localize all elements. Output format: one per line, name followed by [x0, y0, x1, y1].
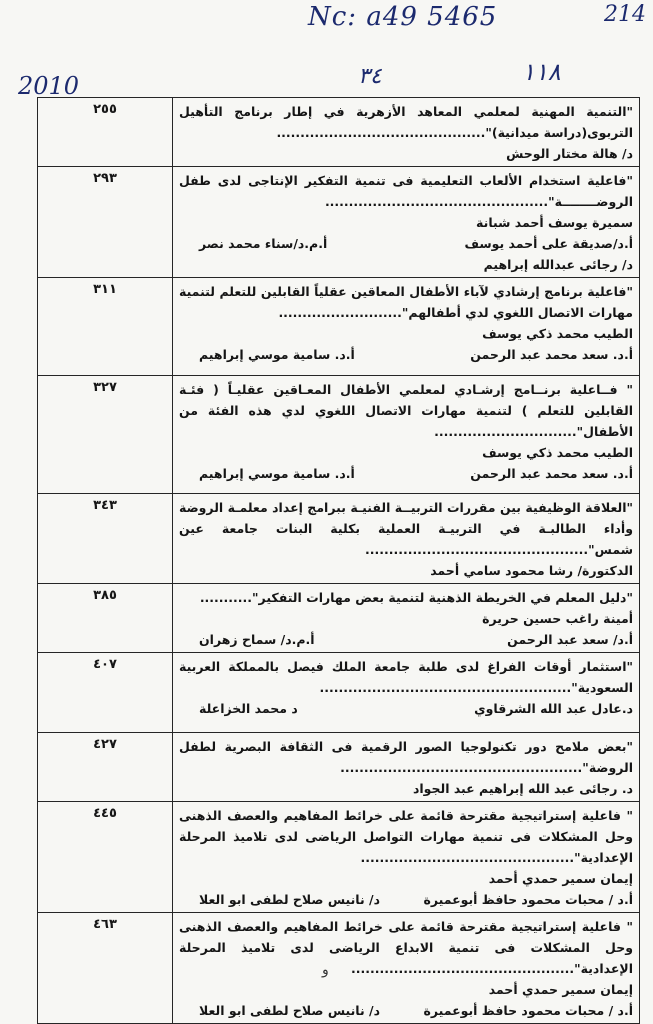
author-name: د/ هالة مختار الوحش — [506, 146, 633, 161]
author-name: أ.د/صديقة على أحمد يوسف — [464, 236, 633, 251]
entry-title: "فاعلية استخدام الألعاب التعليمية فى تنمية التفكير الإنتاجى لدى طفل الروضــــــــة"............................................... — [179, 173, 633, 209]
author-name: أ.د. سامية موسي إبراهيم — [199, 466, 355, 481]
author-name: إيمان سمير حمدي أحمد — [488, 982, 633, 997]
contents-row — [38, 167, 640, 278]
contents-row — [38, 584, 640, 653]
author-line — [179, 233, 633, 254]
contents-row — [38, 802, 640, 913]
entry-cell — [173, 802, 640, 913]
author-line — [179, 254, 633, 275]
page-number: ٤٦٣ — [38, 913, 173, 1024]
contents-row — [38, 913, 640, 1024]
page-number: ٤٠٧ — [38, 653, 173, 733]
author-line — [179, 629, 633, 650]
author-line — [179, 560, 633, 581]
author-name: د/ رجائى عبدالله إبراهيم — [483, 257, 633, 272]
author-line — [179, 608, 633, 629]
page-number: ٤٢٧ — [38, 733, 173, 802]
author-name: د محمد الخزاعلة — [199, 701, 298, 716]
author-name: سميرة يوسف أحمد شبانة — [476, 215, 633, 230]
author-name: الطيب محمد ذكي يوسف — [482, 326, 633, 341]
page-number: ٢٩٣ — [38, 167, 173, 278]
author-line — [179, 212, 633, 233]
entry-cell — [173, 376, 640, 494]
author-name: أ.م.د/سناء محمد نصر — [199, 236, 328, 251]
contents-table — [37, 97, 640, 1024]
entry-title: " فاعلية إستراتيجية مقترحة قائمة على خرائط المفاهيم والعصف الذهنى وحل المشكلات فى تنمية مهارات التواصل الرياضى لدى تلاميذ المرحلة الإعدادية"............................................. — [179, 808, 633, 865]
entry-title: "استثمار أوقات الفراغ لدى طلبة جامعة الملك فيصل بالمملكة العربية السعودية"..................................................... — [179, 659, 633, 695]
author-line — [179, 143, 633, 164]
handwritten-year: 2010 — [18, 72, 80, 100]
author-name: د/ نانيس صلاح لطفى ابو العلا — [199, 1003, 381, 1018]
author-name: أ.د / محبات محمود حافظ أبوعميرة — [423, 1003, 633, 1018]
author-name: أ.د / محبات محمود حافظ أبوعميرة — [423, 892, 633, 907]
author-name: إيمان سمير حمدي أحمد — [488, 871, 633, 886]
author-name: أ.د. سعد محمد عبد الرحمن — [470, 466, 633, 481]
handwritten-page-number: 214 — [604, 2, 646, 27]
author-line — [179, 979, 633, 1000]
entry-cell — [173, 584, 640, 653]
contents-row — [38, 494, 640, 584]
entry-cell — [173, 494, 640, 584]
entry-cell — [173, 733, 640, 802]
author-name: د. رجائى عبد الله إبراهيم عبد الجواد — [412, 781, 633, 796]
author-line — [179, 1000, 633, 1021]
author-name: أ.د/ سعد عبد الرحمن — [507, 632, 633, 647]
page-number: ٣٨٥ — [38, 584, 173, 653]
entry-cell — [173, 278, 640, 376]
entry-title: "التنمية المهنية لمعلمي المعاهد الأزهرية في إطار برنامج التأهيل التربوى(دراسة ميدانية)"............................................ — [179, 104, 633, 140]
author-line — [179, 889, 633, 910]
contents-row — [38, 653, 640, 733]
contents-row — [38, 278, 640, 376]
handwritten-volume: ٣٤ — [358, 64, 382, 89]
entry-title: "بعض ملامح دور تكنولوجيا الصور الرقمية فى الثقافة البصرية لطفل الروضة"................................................... — [179, 739, 633, 775]
author-name: أ.د. سعد محمد عبد الرحمن — [470, 347, 633, 362]
author-line — [179, 463, 633, 484]
contents-row — [38, 376, 640, 494]
author-name: د.عادل عبد الله الشرقاوي — [474, 701, 633, 716]
author-line — [179, 442, 633, 463]
entry-title: "العلاقة الوظيفية بين مقررات التربيــة الفنيـة ببرامج إعداد معلمـة الروضة وأداء الطالبـة في التربيـة العملية بكلية البنات جامعة عين شمس"............................................... — [179, 500, 633, 557]
entry-title: " فاعلية إستراتيجية مقترحة قائمة على خرائط المفاهيم والعصف الذهنى وحل المشكلات فى تنمية الابداع الرياضى لدى تلاميذ المرحلة الإعدادية"............................................... — [179, 919, 633, 976]
page-number: ٣٢٧ — [38, 376, 173, 494]
author-line — [179, 868, 633, 889]
handwritten-issue: ١١٨ — [522, 58, 561, 86]
author-name: الدكتورة/ رشا محمود سامي أحمد — [430, 563, 633, 578]
entry-cell — [173, 167, 640, 278]
entry-cell — [173, 98, 640, 167]
handwritten-nc-number: Nc: a49 5465 — [308, 2, 498, 32]
author-name: أمينة راغب حسين حريرة — [482, 611, 633, 626]
page-footer-mark: و — [322, 962, 329, 978]
author-line — [179, 698, 633, 719]
entry-title: "فاعلية برنامج إرشادي لآباء الأطفال المعاقين عقلياً القابلين للتعلم لتنمية مهارات الاتصال اللغوي لدي أطفالهم".......................... — [179, 284, 633, 320]
author-line — [179, 344, 633, 365]
page-number: ٢٥٥ — [38, 98, 173, 167]
contents-row — [38, 98, 640, 167]
author-name: د/ نانيس صلاح لطفى ابو العلا — [199, 892, 381, 907]
author-name: أ.د. سامية موسي إبراهيم — [199, 347, 355, 362]
author-line — [179, 323, 633, 344]
author-line — [179, 778, 633, 799]
page-number: ٤٤٥ — [38, 802, 173, 913]
entry-cell — [173, 653, 640, 733]
author-name: الطيب محمد ذكي يوسف — [482, 445, 633, 460]
entry-cell — [173, 913, 640, 1024]
page-number: ٣١١ — [38, 278, 173, 376]
contents-row — [38, 733, 640, 802]
author-name: أ.م.د/ سماح زهران — [199, 632, 315, 647]
entry-title: " فــاعلية برنــامج إرشـادي لمعلمي الأطفال المعـاقين عقليـاً ( فئـة القابلين للتعلم ) لتنمية مهارات الاتصال اللغوي لدي هذه الفئة من الأطفال".............................. — [179, 382, 633, 439]
page-number: ٣٤٣ — [38, 494, 173, 584]
entry-title: "دليل المعلم في الخريطة الذهنية لتنمية بعض مهارات التفكير"........... — [199, 590, 633, 605]
